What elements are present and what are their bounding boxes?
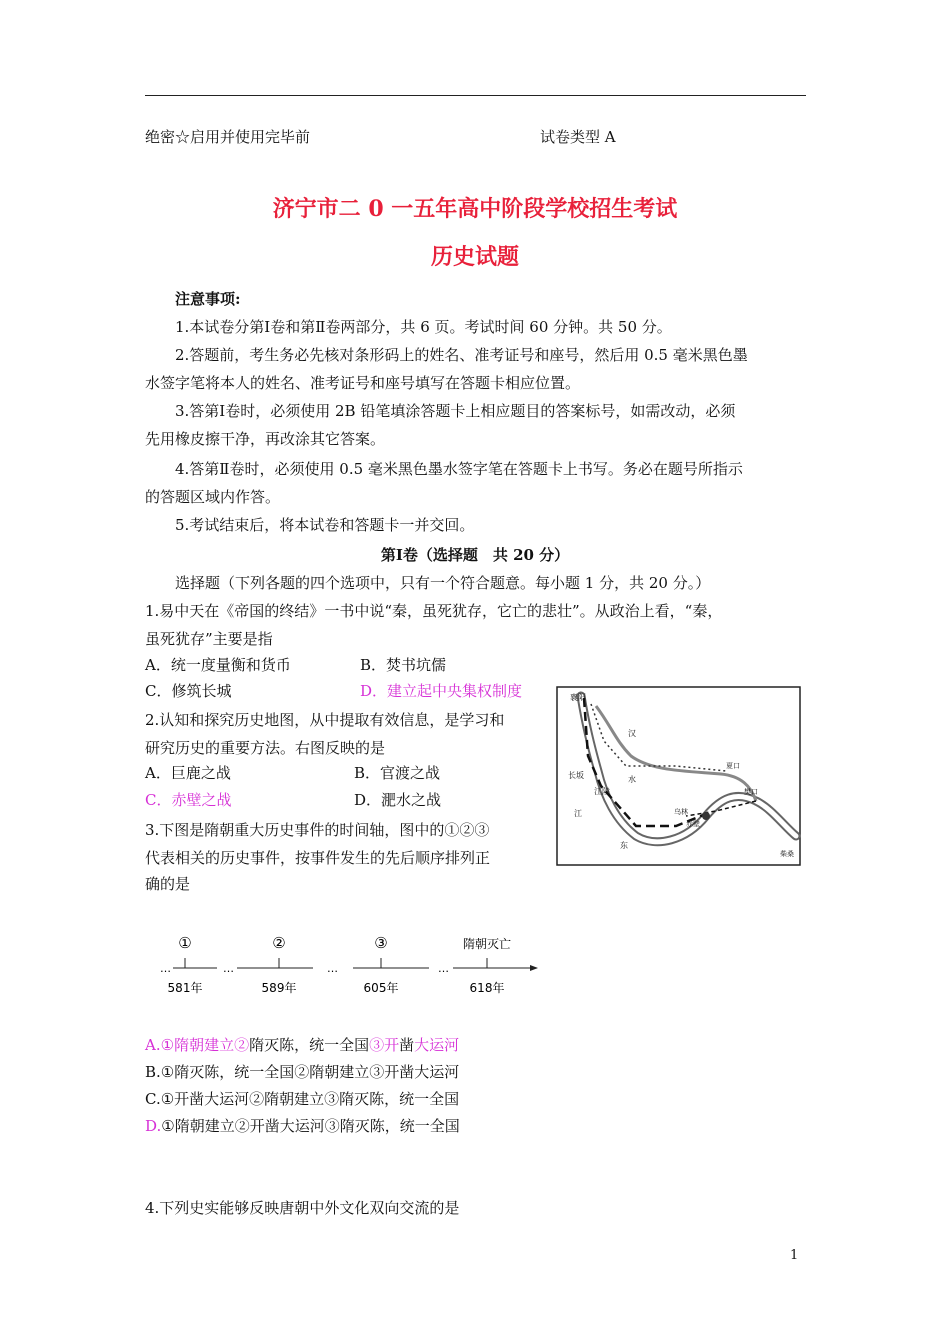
q3-option-d-prefix: D. [145,1117,162,1135]
q4-stem: 4.下列史实能够反映唐朝中外文化双向交流的是 [145,1199,460,1217]
timeline-ellipsis-4: … [438,962,449,975]
q1-stem-a: 1.易中天在《帝国的终结》一书中说“秦，虽死犹存，它亡的悲壮”。从政治上看，“秦， [145,602,723,620]
map-label-xiakou: 夏口 [726,762,740,770]
q2-option-b: B．官渡之战 [354,764,441,782]
q3-option-a-prefix: A.① [145,1036,175,1054]
map-label-han: 汉 [628,729,636,738]
map-label-shui: 水 [628,775,636,784]
notice-item-4b: 的答题区域内作答。 [145,488,281,506]
q1-option-b: B．焚书坑儒 [360,656,447,674]
q3-option-a-event-5: 大运河 [414,1036,460,1054]
q3-stem-b: 代表相关的历史事件，按事件发生的先后顺序排列正 [145,849,491,867]
timeline-marker-1: ① [178,934,192,952]
q1-option-a: A．统一度量衡和货币 [145,656,291,674]
q1-stem-b: 虽死犹存”主要是指 [145,630,273,648]
page-number: 1 [790,1248,799,1263]
section-1-instruction: 选择题（下列各题的四个选项中，只有一个符合题意。每小题 1 分，共 20 分。） [175,574,711,592]
timeline-year-3: 605年 [363,981,399,995]
confidential-label: 绝密☆启用并使用完毕前 [145,128,311,146]
notice-item-1: 1.本试卷分第Ⅰ卷和第Ⅱ卷两部分，共 6 页。考试时间 60 分钟。共 50 分。 [175,318,672,336]
timeline-year-1: 581年 [167,981,203,995]
map-label-xiangyang: 襄阳 [570,693,586,702]
sui-timeline [155,930,545,1000]
map-label-chaisang: 柴桑 [780,850,794,858]
q3-stem-a: 3.下图是隋朝重大历史事件的时间轴，图中的①②③ [145,821,490,839]
q3-option-a-event-4: 凿 [399,1036,415,1054]
map-label-jiangling: 江陵 [594,787,610,796]
q2-option-a: A．巨鹿之战 [145,764,231,782]
q3-stem-c: 确的是 [145,875,191,893]
q3-option-a-event-1: 隋朝建立② [174,1036,250,1054]
exam-title: 济宁市二 0 一五年高中阶段学校招生考试 [272,196,678,222]
map-label-jiang: 江 [574,809,582,818]
battle-site-marker [702,812,710,820]
q3-option-a-event-3: ③开 [369,1036,400,1054]
q3-option-d [145,1113,460,1139]
notice-item-3a: 3.答第Ⅰ卷时，必须使用 2B 铅笔填涂答题卡上相应题目的答案标号，如需改动，必须 [175,402,736,420]
map-label-wulin: 乌林 [674,808,688,816]
paper-type-label: 试卷类型 A [540,128,616,146]
timeline-marker-3: ③ [374,934,388,952]
q3-option-c: C.①开凿大运河②隋朝建立③隋灭陈，统一全国 [145,1090,460,1108]
q3-option-d-text: ①隋朝建立②开凿大运河③隋灭陈，统一全国 [161,1117,460,1135]
timeline-marker-2: ② [272,934,286,952]
exam-subtitle: 历史试题 [430,244,519,270]
map-label-changban: 长坂 [568,771,584,780]
q2-stem-a: 2.认知和探究历史地图，从中提取有效信息，是学习和 [145,711,505,729]
timeline-ellipsis-2: … [223,962,234,975]
timeline-ellipsis-1: … [160,962,171,975]
q3-option-a [145,1032,459,1058]
map-label-dong: 东 [620,841,628,850]
map-label-chibi: 赤壁 [686,820,700,828]
timeline-year-2: 589年 [261,981,297,995]
battle-map [556,686,801,866]
q1-option-d: D．建立起中央集权制度 [360,682,523,700]
timeline-ellipsis-3: … [327,962,338,975]
notice-item-4a: 4.答第Ⅱ卷时，必须使用 0.5 毫米黑色墨水签字笔在答题卡上书写。务必在题号所指示 [175,460,743,478]
header-rule [145,95,806,96]
q2-option-d: D．淝水之战 [354,791,442,809]
notice-item-2b: 水签字笔将本人的姓名、准考证号和座号填写在答题卡相应位置。 [145,374,581,392]
timeline-marker-4: 隋朝灭亡 [462,937,512,951]
section-1-title: 第Ⅰ卷（选择题 共 20 分） [380,546,570,564]
q3-option-a-event-2: 隋灭陈，统一全国 [249,1036,370,1054]
notice-item-5: 5.考试结束后，将本试卷和答题卡一并交回。 [175,516,475,534]
notice-item-2a: 2.答题前，考生务必先核对条形码上的姓名、准考证号和座号，然后用 0.5 毫米黑色墨 [175,346,748,364]
q3-option-b: B.①隋灭陈，统一全国②隋朝建立③开凿大运河 [145,1063,460,1081]
q2-option-c: C．赤壁之战 [145,791,232,809]
notice-item-3b: 先用橡皮擦干净，再改涂其它答案。 [145,430,386,448]
q2-stem-b: 研究历史的重要方法。右图反映的是 [145,739,386,757]
q1-option-c: C．修筑长城 [145,682,232,700]
map-label-fankou: 樊口 [744,788,758,796]
notice-heading: 注意事项: [175,290,241,308]
timeline-year-4: 618年 [469,981,505,995]
